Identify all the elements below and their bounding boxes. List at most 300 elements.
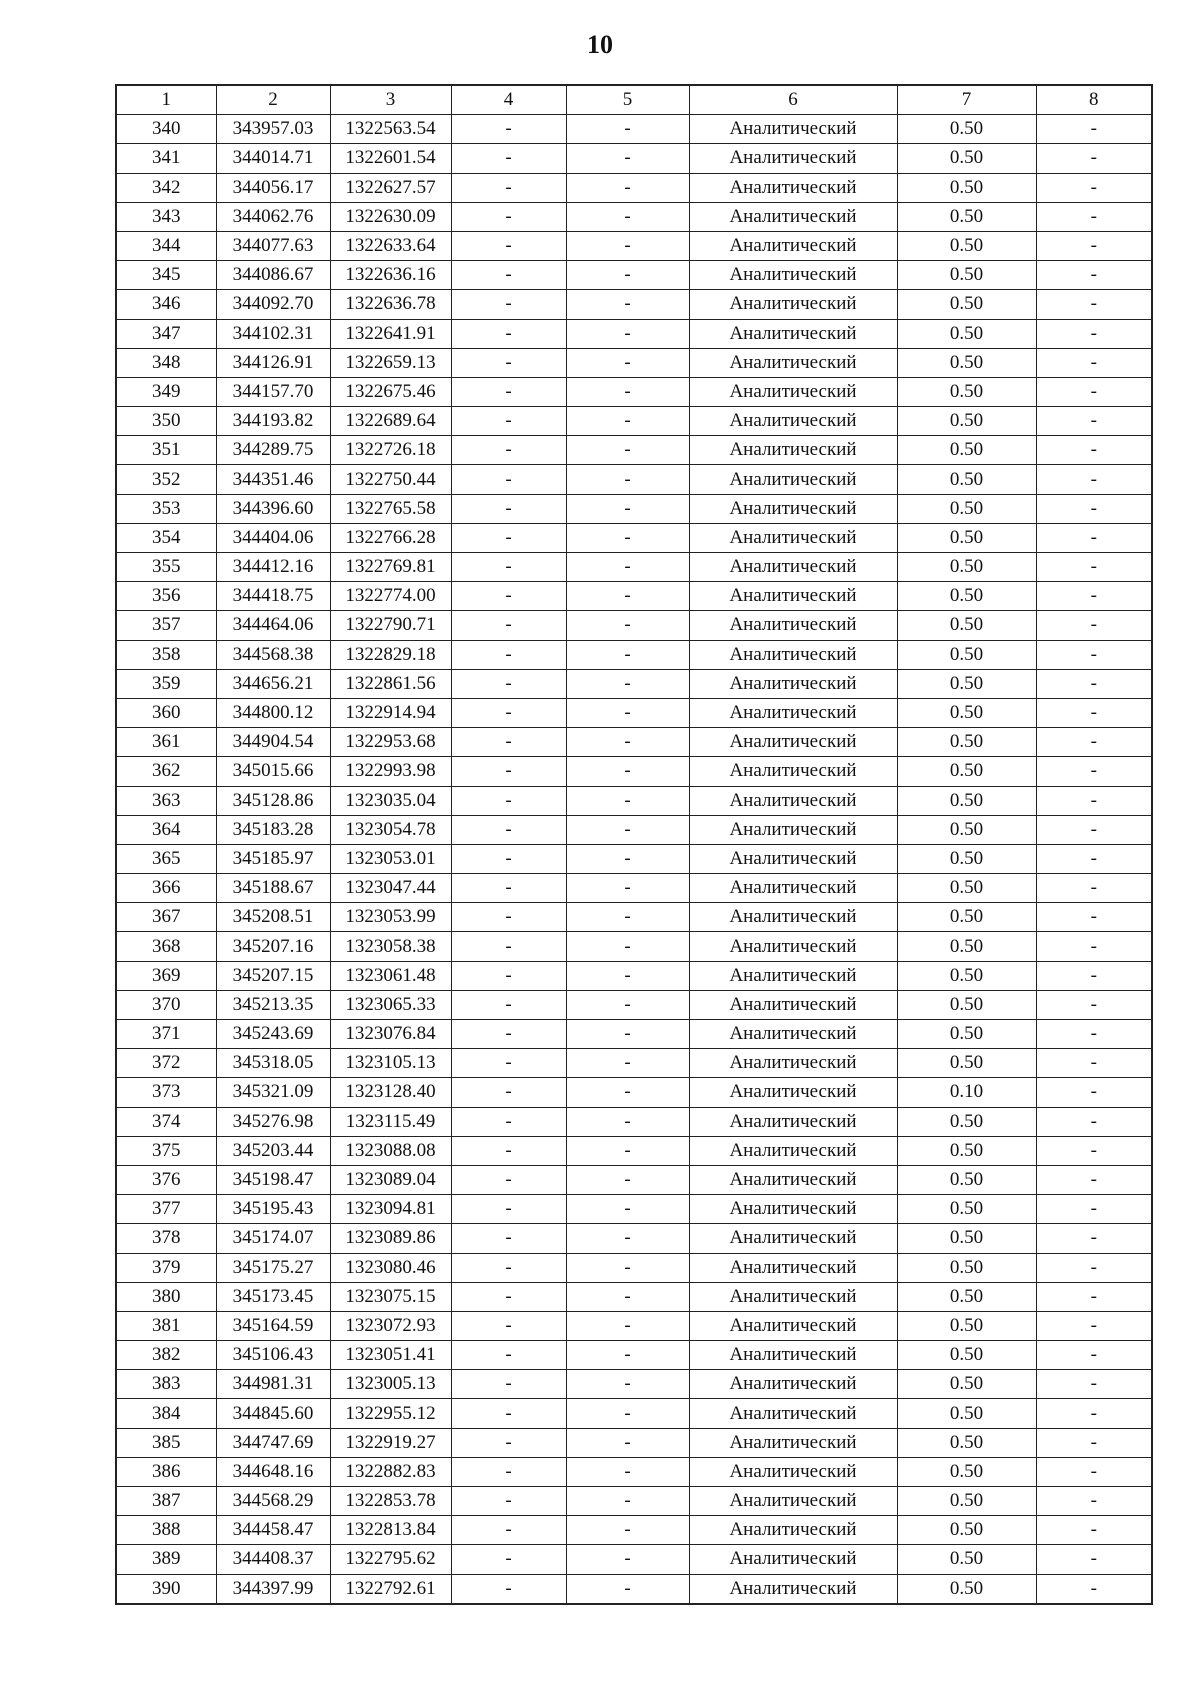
cell-x-coordinate: 344747.69 [216,1428,330,1457]
cell-col5-value: - [566,815,689,844]
cell-point-number: 386 [116,1457,216,1486]
cell-col4-value: - [451,436,566,465]
cell-point-number: 344 [116,231,216,260]
cell-x-coordinate: 344077.63 [216,231,330,260]
cell-col4-value: - [451,1282,566,1311]
cell-point-number: 342 [116,173,216,202]
column-header: 7 [897,85,1036,115]
cell-y-coordinate: 1322601.54 [330,144,451,173]
column-header: 6 [689,85,897,115]
cell-point-number: 379 [116,1253,216,1282]
cell-accuracy: 0.50 [897,1224,1036,1253]
cell-y-coordinate: 1322675.46 [330,377,451,406]
table-row [116,465,1152,494]
cell-col8-value: - [1036,1545,1152,1574]
cell-method: Аналитический [689,1107,897,1136]
cell-x-coordinate: 344289.75 [216,436,330,465]
cell-x-coordinate: 343957.03 [216,115,330,144]
cell-accuracy: 0.50 [897,611,1036,640]
column-header: 3 [330,85,451,115]
cell-accuracy: 0.50 [897,553,1036,582]
cell-y-coordinate: 1322641.91 [330,319,451,348]
cell-y-coordinate: 1323053.99 [330,903,451,932]
cell-col5-value: - [566,1224,689,1253]
cell-point-number: 369 [116,961,216,990]
cell-accuracy: 0.50 [897,319,1036,348]
cell-method: Аналитический [689,1370,897,1399]
cell-col5-value: - [566,1545,689,1574]
cell-method: Аналитический [689,1020,897,1049]
table-row [116,640,1152,669]
cell-col8-value: - [1036,231,1152,260]
cell-col8-value: - [1036,494,1152,523]
cell-method: Аналитический [689,407,897,436]
cell-x-coordinate: 345128.86 [216,786,330,815]
cell-col8-value: - [1036,698,1152,727]
cell-point-number: 371 [116,1020,216,1049]
cell-method: Аналитический [689,436,897,465]
cell-col5-value: - [566,932,689,961]
cell-y-coordinate: 1322765.58 [330,494,451,523]
cell-accuracy: 0.50 [897,1487,1036,1516]
cell-method: Аналитический [689,1165,897,1194]
cell-y-coordinate: 1323061.48 [330,961,451,990]
cell-accuracy: 0.50 [897,494,1036,523]
cell-method: Аналитический [689,1136,897,1165]
cell-col4-value: - [451,1136,566,1165]
cell-col4-value: - [451,144,566,173]
cell-col8-value: - [1036,757,1152,786]
cell-point-number: 356 [116,582,216,611]
cell-x-coordinate: 345106.43 [216,1341,330,1370]
cell-col4-value: - [451,1457,566,1486]
cell-method: Аналитический [689,1195,897,1224]
table-row [116,523,1152,552]
cell-point-number: 378 [116,1224,216,1253]
cell-point-number: 370 [116,990,216,1019]
cell-accuracy: 0.50 [897,1428,1036,1457]
cell-y-coordinate: 1322993.98 [330,757,451,786]
cell-y-coordinate: 1322882.83 [330,1457,451,1486]
cell-accuracy: 0.50 [897,115,1036,144]
cell-x-coordinate: 345173.45 [216,1282,330,1311]
table-row [116,290,1152,319]
cell-col8-value: - [1036,1253,1152,1282]
cell-accuracy: 0.50 [897,932,1036,961]
cell-y-coordinate: 1322633.64 [330,231,451,260]
cell-col4-value: - [451,786,566,815]
table-row [116,1487,1152,1516]
cell-x-coordinate: 344102.31 [216,319,330,348]
cell-col5-value: - [566,786,689,815]
cell-x-coordinate: 344981.31 [216,1370,330,1399]
table-row [116,173,1152,202]
cell-method: Аналитический [689,115,897,144]
cell-point-number: 355 [116,553,216,582]
cell-col5-value: - [566,1049,689,1078]
cell-accuracy: 0.50 [897,465,1036,494]
table-row [116,611,1152,640]
table-row [116,874,1152,903]
cell-method: Аналитический [689,553,897,582]
cell-method: Аналитический [689,1282,897,1311]
cell-x-coordinate: 344568.38 [216,640,330,669]
cell-accuracy: 0.10 [897,1078,1036,1107]
cell-col8-value: - [1036,465,1152,494]
cell-col8-value: - [1036,319,1152,348]
cell-col8-value: - [1036,202,1152,231]
cell-accuracy: 0.50 [897,290,1036,319]
cell-y-coordinate: 1322563.54 [330,115,451,144]
table-row [116,990,1152,1019]
cell-col4-value: - [451,377,566,406]
cell-y-coordinate: 1322914.94 [330,698,451,727]
table-row [116,202,1152,231]
cell-y-coordinate: 1323128.40 [330,1078,451,1107]
cell-method: Аналитический [689,640,897,669]
cell-method: Аналитический [689,348,897,377]
cell-col4-value: - [451,757,566,786]
cell-method: Аналитический [689,1487,897,1516]
table-row [116,553,1152,582]
cell-col4-value: - [451,1049,566,1078]
table-row [116,1136,1152,1165]
cell-method: Аналитический [689,1049,897,1078]
cell-col4-value: - [451,669,566,698]
cell-point-number: 363 [116,786,216,815]
cell-method: Аналитический [689,611,897,640]
cell-col4-value: - [451,348,566,377]
cell-col8-value: - [1036,1195,1152,1224]
cell-method: Аналитический [689,1311,897,1340]
cell-accuracy: 0.50 [897,786,1036,815]
cell-x-coordinate: 345198.47 [216,1165,330,1194]
table-row [116,407,1152,436]
cell-accuracy: 0.50 [897,990,1036,1019]
cell-col5-value: - [566,1311,689,1340]
cell-col8-value: - [1036,1078,1152,1107]
table-row [116,815,1152,844]
cell-col8-value: - [1036,1428,1152,1457]
cell-col8-value: - [1036,144,1152,173]
cell-y-coordinate: 1322853.78 [330,1487,451,1516]
cell-col8-value: - [1036,932,1152,961]
cell-col8-value: - [1036,1487,1152,1516]
cell-accuracy: 0.50 [897,1136,1036,1165]
cell-accuracy: 0.50 [897,1574,1036,1604]
cell-col4-value: - [451,1107,566,1136]
cell-col4-value: - [451,1224,566,1253]
cell-y-coordinate: 1322953.68 [330,728,451,757]
cell-y-coordinate: 1323105.13 [330,1049,451,1078]
table-row [116,669,1152,698]
cell-col4-value: - [451,698,566,727]
cell-col4-value: - [451,231,566,260]
cell-method: Аналитический [689,144,897,173]
cell-point-number: 376 [116,1165,216,1194]
cell-method: Аналитический [689,377,897,406]
cell-x-coordinate: 344656.21 [216,669,330,698]
cell-method: Аналитический [689,1516,897,1545]
cell-col5-value: - [566,757,689,786]
cell-col4-value: - [451,261,566,290]
cell-col8-value: - [1036,844,1152,873]
cell-x-coordinate: 344904.54 [216,728,330,757]
cell-method: Аналитический [689,494,897,523]
cell-col5-value: - [566,1574,689,1604]
cell-col8-value: - [1036,407,1152,436]
cell-col8-value: - [1036,553,1152,582]
cell-col5-value: - [566,231,689,260]
cell-col8-value: - [1036,1311,1152,1340]
cell-x-coordinate: 345164.59 [216,1311,330,1340]
cell-col5-value: - [566,1428,689,1457]
table-row [116,786,1152,815]
cell-point-number: 382 [116,1341,216,1370]
table-row [116,903,1152,932]
cell-y-coordinate: 1322829.18 [330,640,451,669]
table-row [116,319,1152,348]
cell-col5-value: - [566,436,689,465]
cell-accuracy: 0.50 [897,1311,1036,1340]
cell-accuracy: 0.50 [897,815,1036,844]
cell-x-coordinate: 344648.16 [216,1457,330,1486]
cell-col8-value: - [1036,523,1152,552]
cell-y-coordinate: 1322750.44 [330,465,451,494]
cell-col4-value: - [451,961,566,990]
cell-point-number: 383 [116,1370,216,1399]
cell-y-coordinate: 1322636.16 [330,261,451,290]
table-row [116,1545,1152,1574]
cell-method: Аналитический [689,465,897,494]
table-row [116,1078,1152,1107]
cell-method: Аналитический [689,290,897,319]
cell-accuracy: 0.50 [897,1516,1036,1545]
cell-col4-value: - [451,1165,566,1194]
cell-point-number: 361 [116,728,216,757]
table-row [116,144,1152,173]
cell-x-coordinate: 345276.98 [216,1107,330,1136]
cell-y-coordinate: 1322766.28 [330,523,451,552]
column-header: 5 [566,85,689,115]
cell-col4-value: - [451,523,566,552]
cell-point-number: 343 [116,202,216,231]
cell-point-number: 346 [116,290,216,319]
cell-accuracy: 0.50 [897,1253,1036,1282]
cell-col5-value: - [566,669,689,698]
cell-col8-value: - [1036,348,1152,377]
table-row [116,1224,1152,1253]
cell-method: Аналитический [689,1253,897,1282]
cell-col5-value: - [566,1282,689,1311]
cell-point-number: 377 [116,1195,216,1224]
cell-method: Аналитический [689,669,897,698]
cell-col8-value: - [1036,1399,1152,1428]
cell-accuracy: 0.50 [897,1457,1036,1486]
cell-point-number: 374 [116,1107,216,1136]
cell-y-coordinate: 1323072.93 [330,1311,451,1340]
cell-col4-value: - [451,1020,566,1049]
cell-col5-value: - [566,698,689,727]
cell-x-coordinate: 345185.97 [216,844,330,873]
cell-col8-value: - [1036,1020,1152,1049]
cell-col5-value: - [566,611,689,640]
table-row [116,115,1152,144]
cell-col5-value: - [566,202,689,231]
table-header-row [116,85,1152,115]
cell-method: Аналитический [689,903,897,932]
cell-x-coordinate: 345208.51 [216,903,330,932]
cell-col8-value: - [1036,1049,1152,1078]
table-row [116,1516,1152,1545]
cell-x-coordinate: 345015.66 [216,757,330,786]
cell-col4-value: - [451,1399,566,1428]
cell-col8-value: - [1036,1282,1152,1311]
cell-col4-value: - [451,1311,566,1340]
cell-point-number: 367 [116,903,216,932]
cell-x-coordinate: 345243.69 [216,1020,330,1049]
cell-x-coordinate: 344092.70 [216,290,330,319]
cell-col4-value: - [451,115,566,144]
table-row [116,1341,1152,1370]
cell-accuracy: 0.50 [897,1399,1036,1428]
cell-col5-value: - [566,1020,689,1049]
cell-y-coordinate: 1322795.62 [330,1545,451,1574]
cell-col4-value: - [451,640,566,669]
page-number: 10 [587,30,613,59]
cell-col8-value: - [1036,173,1152,202]
cell-point-number: 385 [116,1428,216,1457]
cell-method: Аналитический [689,728,897,757]
cell-point-number: 388 [116,1516,216,1545]
cell-col8-value: - [1036,290,1152,319]
cell-col5-value: - [566,1341,689,1370]
cell-col5-value: - [566,1457,689,1486]
table-row [116,1457,1152,1486]
cell-x-coordinate: 345213.35 [216,990,330,1019]
cell-point-number: 372 [116,1049,216,1078]
cell-col8-value: - [1036,728,1152,757]
table-row [116,348,1152,377]
table-row [116,1428,1152,1457]
cell-col5-value: - [566,494,689,523]
cell-x-coordinate: 344126.91 [216,348,330,377]
cell-y-coordinate: 1323053.01 [330,844,451,873]
table-row [116,1253,1152,1282]
cell-y-coordinate: 1323058.38 [330,932,451,961]
cell-x-coordinate: 344408.37 [216,1545,330,1574]
cell-x-coordinate: 344014.71 [216,144,330,173]
cell-col8-value: - [1036,1341,1152,1370]
cell-accuracy: 0.50 [897,582,1036,611]
cell-accuracy: 0.50 [897,903,1036,932]
cell-point-number: 360 [116,698,216,727]
cell-accuracy: 0.50 [897,261,1036,290]
cell-col4-value: - [451,728,566,757]
cell-col4-value: - [451,202,566,231]
cell-x-coordinate: 344458.47 [216,1516,330,1545]
cell-point-number: 349 [116,377,216,406]
cell-col8-value: - [1036,961,1152,990]
cell-col4-value: - [451,990,566,1019]
cell-method: Аналитический [689,319,897,348]
cell-method: Аналитический [689,523,897,552]
cell-col5-value: - [566,1107,689,1136]
cell-col4-value: - [451,1574,566,1604]
cell-x-coordinate: 345321.09 [216,1078,330,1107]
cell-x-coordinate: 344351.46 [216,465,330,494]
cell-y-coordinate: 1323035.04 [330,786,451,815]
table-row [116,1165,1152,1194]
cell-point-number: 359 [116,669,216,698]
cell-col8-value: - [1036,669,1152,698]
cell-col4-value: - [451,611,566,640]
cell-col5-value: - [566,582,689,611]
table-row [116,494,1152,523]
cell-point-number: 345 [116,261,216,290]
cell-x-coordinate: 344157.70 [216,377,330,406]
cell-accuracy: 0.50 [897,1282,1036,1311]
cell-col8-value: - [1036,874,1152,903]
cell-accuracy: 0.50 [897,523,1036,552]
cell-point-number: 373 [116,1078,216,1107]
cell-x-coordinate: 345183.28 [216,815,330,844]
cell-x-coordinate: 345174.07 [216,1224,330,1253]
cell-point-number: 387 [116,1487,216,1516]
cell-col5-value: - [566,1165,689,1194]
cell-accuracy: 0.50 [897,1165,1036,1194]
table-row [116,757,1152,786]
cell-y-coordinate: 1322774.00 [330,582,451,611]
cell-col4-value: - [451,1487,566,1516]
cell-accuracy: 0.50 [897,669,1036,698]
cell-col4-value: - [451,494,566,523]
cell-y-coordinate: 1322627.57 [330,173,451,202]
cell-x-coordinate: 344396.60 [216,494,330,523]
cell-accuracy: 0.50 [897,436,1036,465]
cell-y-coordinate: 1323054.78 [330,815,451,844]
cell-point-number: 354 [116,523,216,552]
cell-point-number: 389 [116,1545,216,1574]
cell-method: Аналитический [689,1078,897,1107]
cell-y-coordinate: 1322955.12 [330,1399,451,1428]
cell-col5-value: - [566,553,689,582]
cell-method: Аналитический [689,874,897,903]
cell-x-coordinate: 345188.67 [216,874,330,903]
cell-y-coordinate: 1322790.71 [330,611,451,640]
cell-col4-value: - [451,1428,566,1457]
table-row [116,1574,1152,1604]
cell-point-number: 340 [116,115,216,144]
cell-accuracy: 0.50 [897,231,1036,260]
cell-method: Аналитический [689,1428,897,1457]
cell-col8-value: - [1036,1107,1152,1136]
cell-x-coordinate: 344404.06 [216,523,330,552]
cell-method: Аналитический [689,231,897,260]
cell-y-coordinate: 1323089.04 [330,1165,451,1194]
cell-point-number: 366 [116,874,216,903]
cell-x-coordinate: 345175.27 [216,1253,330,1282]
cell-col5-value: - [566,1195,689,1224]
cell-accuracy: 0.50 [897,640,1036,669]
cell-point-number: 365 [116,844,216,873]
cell-x-coordinate: 344464.06 [216,611,330,640]
table-row [116,582,1152,611]
cell-point-number: 352 [116,465,216,494]
cell-y-coordinate: 1323075.15 [330,1282,451,1311]
cell-col5-value: - [566,990,689,1019]
cell-col4-value: - [451,319,566,348]
